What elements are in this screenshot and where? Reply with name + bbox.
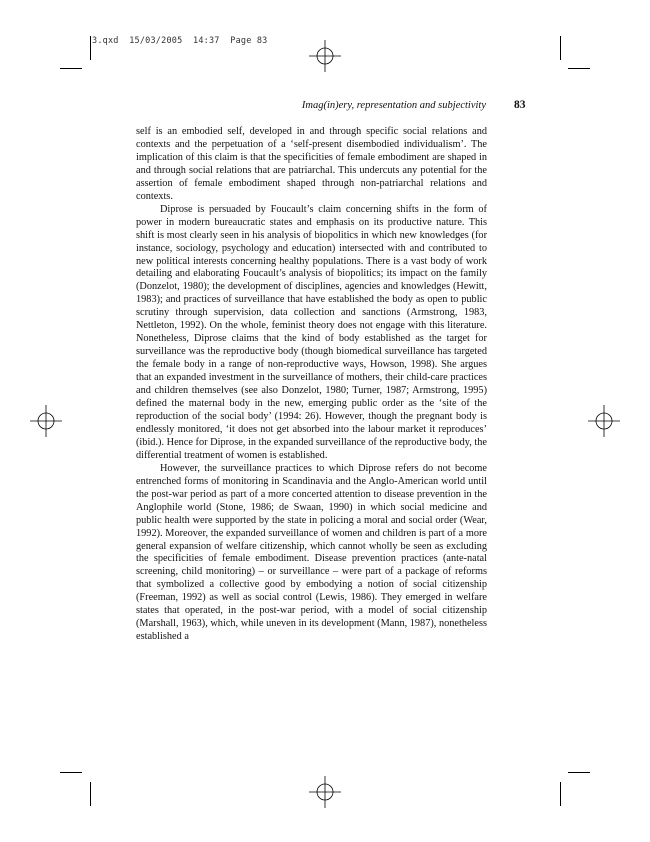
registration-mark-top [307, 38, 343, 74]
paragraph: Diprose is persuaded by Foucault’s claim concerning shifts in the form of power in modern bureaucratic states and emphasis on its productive nature. This shift is most clearly seen in his analysis of biopolitics in which new knowledges (for instance, sociology, psychology and education) intersected with and contributed to new political interests concerning healthy populations. There is a vast body of work detailing and elaborating Foucault’s analysis of biopolitics; its impact on the family (Donzelot, 1980); the development of disciplines, agencies and knowledges (Hewitt, 1983); and practices of surveillance that have established the body as open to public scrutiny through supervision, data collection and sanctions (Armstrong, 1983, Nettleton, 1992). On the whole, feminist theory does not engage with this literature. Nonetheless, Diprose claims that the kind of body established as the target for surveillance was the reproductive body (though biomedical surveillance has targeted the female body in a range of non-reproductive ways, Howson, 1998). She argues that an expanded investment in the surveillance of mothers, their child-care practices and children themselves (see also Donzelot, 1980; Turner, 1987; Armstrong, 1995) defined the maternal body in the new, emerging public order as the ‘site of the reproduction of the social body’ (1994: 26). However, though the pregnant body is endlessly monitored, ‘it does not get absorbed into the labour market it reproduces’ (ibid.). Hence for Diprose, in the expanded surveillance of the reproductive body, the differential treatment of women is established. [136, 203, 487, 461]
registration-mark-left [28, 403, 64, 439]
crop-mark-top-left-v [90, 36, 91, 60]
crop-mark-bottom-right-h [568, 772, 590, 773]
print-slug: 3.qxd 15/03/2005 14:37 Page 83 [92, 36, 268, 46]
crop-mark-bottom-left-h [60, 772, 82, 773]
crop-mark-bottom-right-v [560, 782, 561, 806]
page-number: 83 [514, 99, 526, 111]
running-head-title: Imag(in)ery, representation and subjectivity [301, 100, 486, 111]
body-text [136, 126, 487, 644]
crop-mark-bottom-left-v [90, 782, 91, 806]
crop-mark-top-right-h [568, 68, 590, 69]
paragraph: self is an embodied self, developed in and through specific social relations and contexts and the perpetuation of a ‘self-present disembodied individualism’. The implication of this claim is that the specificities of female embodiment are shaped in and through social relations that are patriarchal. This undercuts any potential for the assertion of female embodiment shaped through non-patriarchal relations and contexts. [136, 126, 487, 202]
paragraph: However, the surveillance practices to which Diprose refers do not become entrenched forms of monitoring in Scandinavia and the Anglo-American world until the post-war period as part of a more concerted attention to disease prevention in the Anglophile world (Stone, 1986; de Swaan, 1990) in which social medicine and public health were supported by the state in policing a moral and social order (Wear, 1992). Moreover, the expanded surveillance of women and children is part of a more general expansion of welfare citizenship, which cannot wholly be seen as excluding the specificities of female embodiment. Disease prevention practices (ante-natal screening, child monitoring) – or surveillance – were part of a package of reforms that symbolized a collective good by embodying a notion of social citizenship (Freeman, 1992) as well as social control (Lewis, 1986). They emerged in welfare states that operated, in the post-war period, with a model of social citizenship (Marshall, 1963), which, while uneven in its development (Mann, 1987), nonetheless established a [136, 462, 487, 643]
crop-mark-top-left-h [60, 68, 82, 69]
registration-mark-right [586, 403, 622, 439]
registration-mark-bottom [307, 774, 343, 810]
crop-mark-top-right-v [560, 36, 561, 60]
